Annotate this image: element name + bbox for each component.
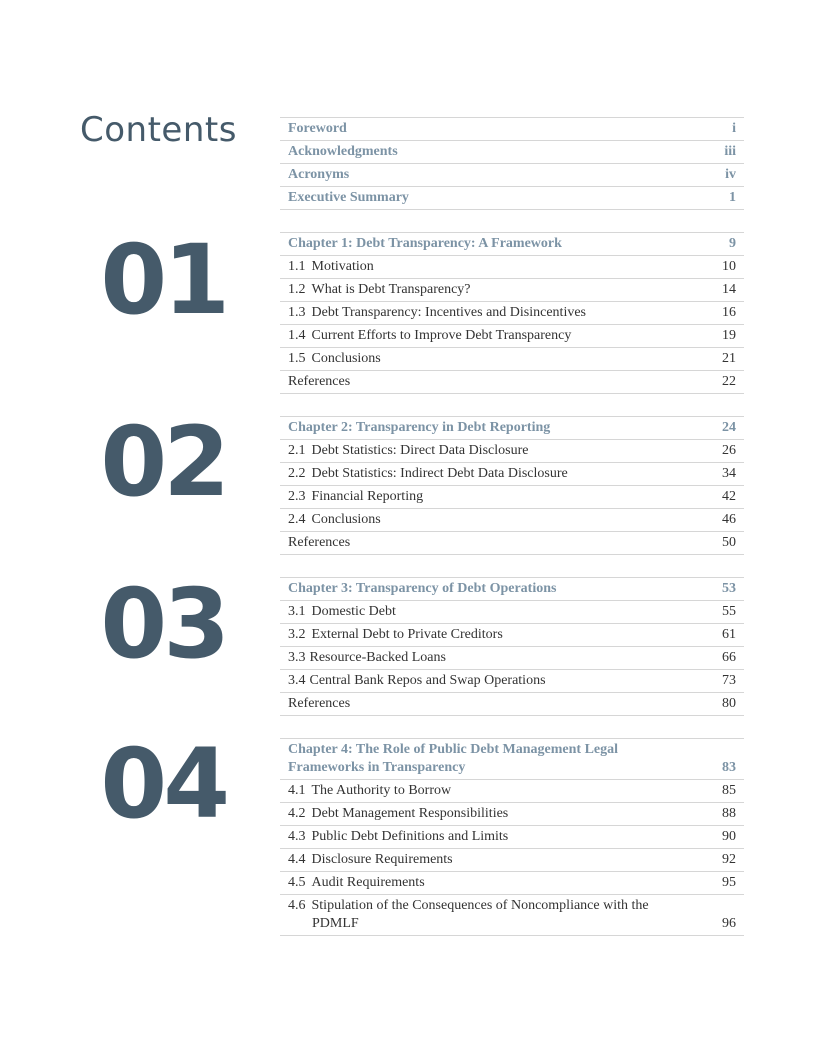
toc-section[interactable] [280,895,744,936]
entry-page: 55 [722,604,736,619]
section-number: 2.2 [288,466,306,481]
section-label: What is Debt Transparency? [311,282,471,297]
toc-entry-executive-summary[interactable] [280,187,744,210]
section-number: 2.4 [288,512,306,527]
toc-section[interactable] [280,601,744,624]
toc-section[interactable] [280,624,744,647]
entry-page: 24 [722,420,736,435]
entry-page: 19 [722,328,736,343]
section-number: 3.3 [288,650,306,665]
section-label: References [288,696,351,711]
section-label: Debt Statistics: Indirect Debt Data Disclosure [311,466,568,481]
toc-section[interactable] [280,826,744,849]
entry-label: Foreword [288,121,347,136]
entry-page: 83 [722,760,736,775]
table-of-contents [280,117,744,936]
section-label: Conclusions [311,351,381,366]
toc-section[interactable] [280,279,744,302]
entry-label: Acknowledgments [288,144,398,159]
entry-label: Acronyms [288,167,350,182]
toc-section[interactable] [280,256,744,279]
entry-page: 73 [722,673,736,688]
divider [280,555,744,578]
chapter-title-line-2: Frameworks in Transparency [288,760,466,775]
section-label: Central Bank Repos and Swap Operations [309,673,546,688]
section-label: External Debt to Private Creditors [311,627,503,642]
toc-section[interactable] [280,803,744,826]
toc-section[interactable] [280,325,744,348]
section-label: Financial Reporting [311,489,424,504]
divider [280,210,744,233]
divider [280,716,744,739]
toc-section[interactable] [280,486,744,509]
entry-page: i [732,121,736,136]
entry-page: 80 [722,696,736,711]
entry-page: 90 [722,829,736,844]
divider [280,394,744,417]
toc-entry-acknowledgments[interactable] [280,141,744,164]
toc-entry-acronyms[interactable] [280,164,744,187]
chapter-title: Chapter 1: Debt Transparency: A Framework [288,236,562,251]
section-number: 1.5 [288,351,306,366]
entry-page: 1 [729,190,736,205]
chapter-number-03: 03 [100,568,226,680]
entry-page: 10 [722,259,736,274]
entry-page: 88 [722,806,736,821]
section-number: 3.1 [288,604,306,619]
entry-page: iii [724,144,736,159]
section-number: 1.1 [288,259,306,274]
section-label: Debt Statistics: Direct Data Disclosure [311,443,529,458]
entry-page: 53 [722,581,736,596]
toc-section[interactable] [280,302,744,325]
section-label: Domestic Debt [311,604,396,619]
toc-section-references[interactable] [280,532,744,555]
section-number: 3.4 [288,673,306,688]
toc-section[interactable] [280,849,744,872]
entry-page: 16 [722,305,736,320]
section-label: Debt Transparency: Incentives and Disincentives [311,305,586,320]
entry-page: 96 [722,916,736,931]
entry-page: 46 [722,512,736,527]
entry-page: 22 [722,374,736,389]
toc-section-references[interactable] [280,371,744,394]
toc-entry-foreword[interactable] [280,118,744,141]
section-label: Disclosure Requirements [311,852,453,867]
entry-page: 61 [722,627,736,642]
section-label: References [288,374,351,389]
section-number: 1.2 [288,282,306,297]
toc-section[interactable] [280,670,744,693]
entry-page: 21 [722,351,736,366]
section-label: Debt Management Responsibilities [311,806,509,821]
toc-chapter-2[interactable] [280,417,744,440]
section-number: 3.2 [288,627,306,642]
section-number: 4.1 [288,783,306,798]
entry-page: 26 [722,443,736,458]
entry-label: Executive Summary [288,190,409,205]
section-label: Public Debt Definitions and Limits [311,829,509,844]
entry-page: 42 [722,489,736,504]
toc-chapter-4[interactable] [280,739,744,780]
toc-section-references[interactable] [280,693,744,716]
toc-section[interactable] [280,780,744,803]
section-label-line-1: Stipulation of the Consequences of Noncompliance with the [311,898,649,913]
section-number: 1.3 [288,305,306,320]
entry-page: 34 [722,466,736,481]
entry-page: iv [725,167,736,182]
entry-page: 92 [722,852,736,867]
entry-page: 85 [722,783,736,798]
section-label: Resource-Backed Loans [309,650,446,665]
section-number: 1.4 [288,328,306,343]
toc-section[interactable] [280,872,744,895]
toc-section[interactable] [280,440,744,463]
chapter-number-02: 02 [100,406,226,518]
chapter-number-04: 04 [100,728,226,840]
section-label: References [288,535,351,550]
section-number: 4.2 [288,806,306,821]
section-number: 4.4 [288,852,306,867]
section-number: 4.3 [288,829,306,844]
section-label: Motivation [311,259,374,274]
chapter-title: Chapter 2: Transparency in Debt Reporting [288,420,551,435]
section-label: Audit Requirements [311,875,425,890]
toc-chapter-3[interactable] [280,578,744,601]
section-label: Conclusions [311,512,381,527]
toc-section[interactable] [280,348,744,371]
chapter-title: Chapter 3: Transparency of Debt Operations [288,581,557,596]
toc-section[interactable] [280,463,744,486]
section-label: Current Efforts to Improve Debt Transparency [311,328,572,343]
section-label: The Authority to Borrow [311,783,452,798]
section-number: 2.3 [288,489,306,504]
section-number: 4.5 [288,875,306,890]
entry-page: 50 [722,535,736,550]
entry-page: 95 [722,875,736,890]
section-label-line-2: PDMLF [312,916,359,931]
entry-page: 14 [722,282,736,297]
entry-page: 66 [722,650,736,665]
section-number: 2.1 [288,443,306,458]
chapter-number-01: 01 [100,224,226,336]
toc-section[interactable] [280,509,744,532]
toc-chapter-1[interactable] [280,233,744,256]
toc-section[interactable] [280,647,744,670]
page-title: Contents [80,110,237,150]
entry-page: 9 [729,236,736,251]
chapter-title-line-1: Chapter 4: The Role of Public Debt Management Legal [288,742,619,757]
section-number: 4.6 [288,898,306,913]
